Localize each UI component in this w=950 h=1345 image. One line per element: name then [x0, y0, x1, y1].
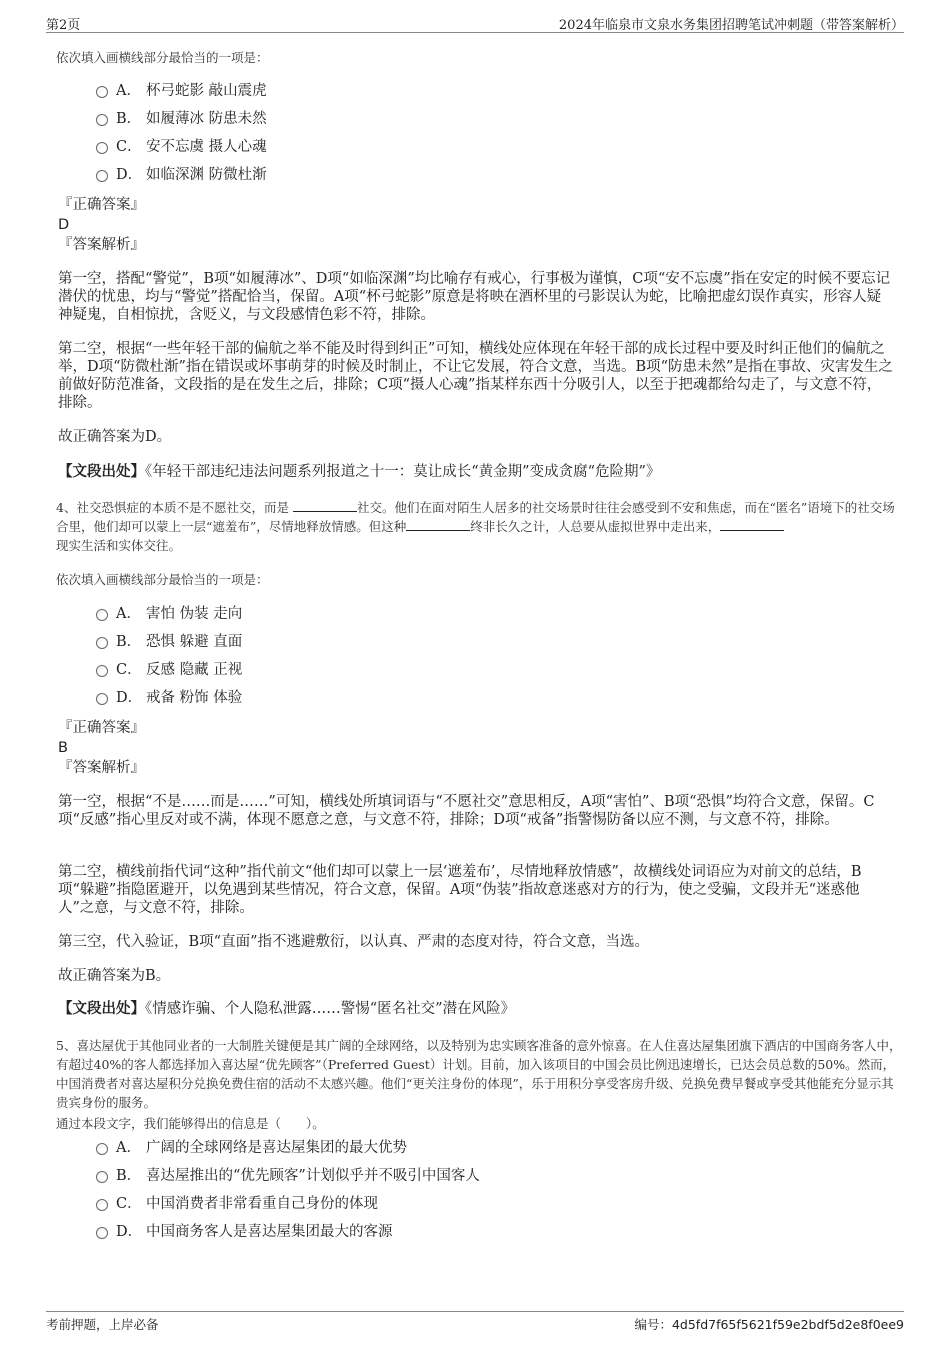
radio-icon[interactable]: [96, 1227, 108, 1239]
blank-line: [406, 518, 470, 531]
q4-analysis-paragraph-2: 第二空，横线前指代词“这种”指代前文“他们却可以蒙上一层‘遮羞布’，尽情地释放情感”，故横线处词语应为对前文的总结，B项“躲避”指隐匿避开，以免遇到某些情况，符合文意，保留。A项“伪装”指故意迷惑对方的行为，使之受骗，文段并无“迷惑他人”之意，与文意不符，排除。: [58, 864, 862, 916]
q3-answer: D: [58, 217, 70, 233]
q5-option-b[interactable]: B． 喜达屋推出的“优先顾客”计划似乎并不吸引中国客人: [96, 1165, 480, 1187]
radio-icon[interactable]: [96, 693, 108, 705]
radio-icon[interactable]: [96, 1143, 108, 1155]
q4-option-b[interactable]: B． 恐惧 躲避 直面: [96, 631, 242, 653]
radio-icon[interactable]: [96, 609, 108, 621]
q4-analysis-conclusion: 故正确答案为B。: [58, 968, 171, 984]
q5-option-c[interactable]: C． 中国消费者非常看重自己身份的体现: [96, 1193, 378, 1215]
blank-line: [293, 499, 357, 512]
q4-analysis-paragraph-1: 第一空，根据“不是……而是……”可知，横线处所填词语与“不愿社交”意思相反，A项“害怕”、B项“恐惧”均符合文意，保留。C项“反感”指心里反对或不满，体现不愿意之意，与文意不符，排除；D项“戒备”指警惕防备以应不测，与文意不符，排除。: [58, 794, 875, 828]
footer-slogan: 考前押题，上岸必备: [46, 1317, 159, 1332]
radio-icon[interactable]: [96, 637, 108, 649]
q4-answer: B: [58, 740, 68, 756]
radio-icon[interactable]: [96, 142, 108, 154]
radio-icon[interactable]: [96, 170, 108, 182]
q4-stem: 4、社交恐惧症的本质不是不愿社交，而是 社交。他们在面对陌生人居多的社交场景时往往会感受到不安和焦虑，而在“匿名”语境下的社交场合里，他们却可以蒙上一层“遮羞布”，尽情地释放情感。但这种 终非长久之计，人总要从虚拟世界中走出来， 现实生活和实体交往。: [56, 500, 895, 553]
q3-analysis-paragraph-2: 第二空，根据“一些年轻干部的偏航之举不能及时得到纠正”可知，横线处应体现在年轻干部的成长过程中要及时纠正他们的偏航之举，D项“防微杜渐”指在错误或坏事萌芽的时候及时制止，不让它发展，符合文意，当选。B项“防患未然”是指在事故、灾害发生之前做好防范准备，文段指的是在发生之后，排除；C项“摄人心魂”指某样东西十分吸引人，以至于把魂都给勾走了，与文意不符，排除。: [58, 341, 893, 411]
q3-analysis-conclusion: 故正确答案为D。: [58, 429, 172, 445]
q3-analysis-paragraph-1: 第一空，搭配“警觉”，B项“如履薄冰”、D项“如临深渊”均比喻存有戒心，行事极为谨慎，C项“安不忘虞”指在安定的时候不要忘记潜伏的忧患，均与“警觉”搭配恰当，保留。A项“杯弓蛇影”原意是将映在酒杯里的弓影误认为蛇，比喻把虚幻误作真实，形容人疑神疑鬼，自相惊扰，含贬义，与文段感情色彩不符，排除。: [58, 271, 891, 323]
document-code: 编号：4d5fd7f65f5621f59e2bdf5d2e8f0ee9: [634, 1317, 904, 1332]
q3-analysis-label: 『答案解析』: [58, 237, 145, 253]
q4-analysis-label: 『答案解析』: [58, 760, 145, 776]
q3-option-a[interactable]: A． 杯弓蛇影 敲山震虎: [96, 80, 267, 102]
q5-question: 通过本段文字，我们能够得出的信息是（ ）。: [56, 1116, 325, 1131]
q4-option-a[interactable]: A． 害怕 伪装 走向: [96, 603, 242, 625]
q4-option-c[interactable]: C． 反感 隐藏 正视: [96, 659, 242, 681]
q4-source: 【文段出处】《情感诈骗、个人隐私泄露……警惕“匿名社交”潜在风险》: [58, 1000, 516, 1017]
page-header: [46, 12, 904, 33]
q3-source: 【文段出处】《年轻干部违纪违法问题系列报道之十一：莫让成长“黄金期”变成贪腐“危险期”》: [58, 463, 661, 480]
radio-icon[interactable]: [96, 114, 108, 126]
radio-icon[interactable]: [96, 1199, 108, 1211]
q3-option-d[interactable]: D． 如临深渊 防微杜渐: [96, 164, 267, 186]
q4-analysis-paragraph-3: 第三空，代入验证，B项“直面”指不逃避敷衍，以认真、严肃的态度对待，符合文意，当选。: [58, 934, 649, 950]
q3-option-c[interactable]: C． 安不忘虞 摄人心魂: [96, 136, 267, 158]
q5-option-d[interactable]: D． 中国商务客人是喜达屋集团最大的客源: [96, 1221, 393, 1243]
q4-answer-label: 『正确答案』: [58, 720, 145, 736]
radio-icon[interactable]: [96, 665, 108, 677]
radio-icon[interactable]: [96, 1171, 108, 1183]
q4-prompt: 依次填入画横线部分最恰当的一项是：: [56, 572, 269, 587]
page-number: 第2页: [46, 18, 81, 33]
radio-icon[interactable]: [96, 86, 108, 98]
document-title: 2024年临泉市文泉水务集团招聘笔试冲刺题（带答案解析）: [558, 18, 904, 33]
q5-stem: 5、喜达屋优于其他同业者的一大制胜关键便是其广阔的全球网络，以及特别为忠实顾客准备的意外惊喜。在人住喜达屋集团旗下酒店的中国商务客人中，有超过40%的客人都选择加入喜达屋“优先顾客”（Preferred Guest）计划。目前，加入该项目的中国会员比例迅速增长，已达会员总数的50%。然而，中国消费者对喜达屋积分兑换免费住宿的活动不太感兴趣。他们“更关注身份的体现”，乐于用积分享受客房升级、兑换免费早餐或享受其他能充分显示其贵宾身份的服务。: [56, 1038, 902, 1110]
blank-line: [720, 518, 784, 531]
page-footer: [46, 1311, 904, 1332]
q5-option-a[interactable]: A． 广阔的全球网络是喜达屋集团的最大优势: [96, 1137, 407, 1159]
q3-option-b[interactable]: B． 如履薄冰 防患未然: [96, 108, 267, 130]
q3-answer-label: 『正确答案』: [58, 197, 145, 213]
q4-option-d[interactable]: D． 戒备 粉饰 体验: [96, 687, 242, 709]
q3-prompt: 依次填入画横线部分最恰当的一项是：: [56, 50, 269, 65]
